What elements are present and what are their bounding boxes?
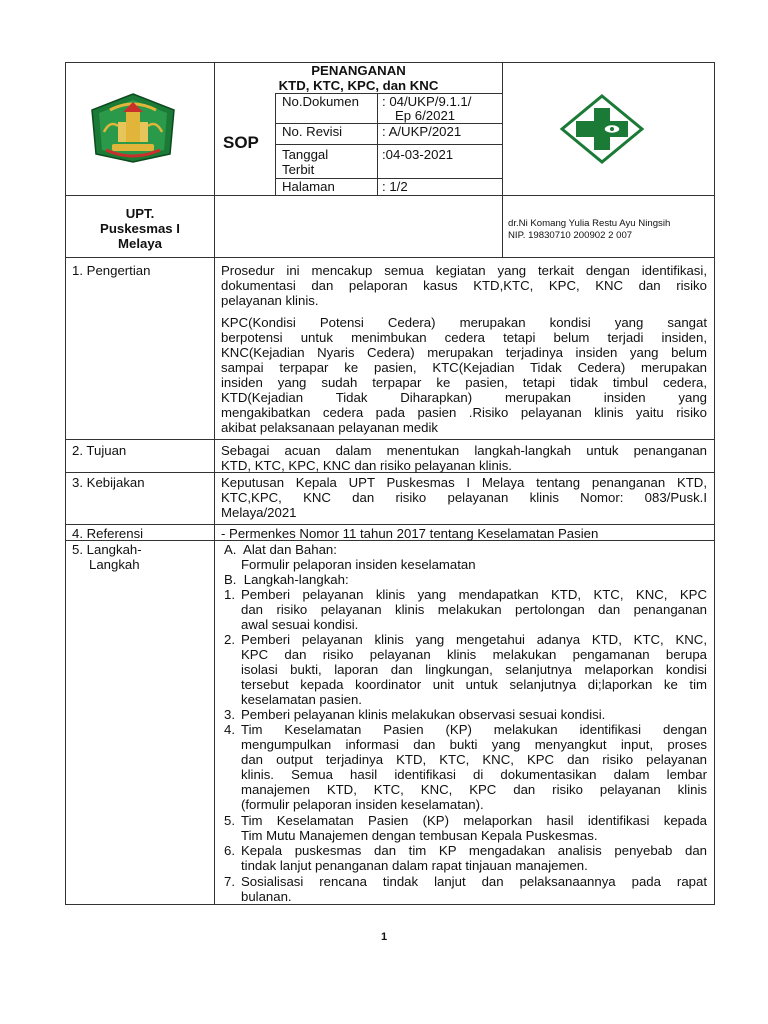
pengertian-p2-line: sampai terpapar ke pasien, KTC(Kejadian Tidak Cedera) merupakan [221, 360, 707, 375]
step-line: Pemberi pelayanan klinis yang mengetahui adanya KTD, KTC, KNC, [241, 632, 707, 647]
pengertian-p2-line: mengakibatkan cedera pada pasien .Risiko pelayanan klinis yaitu risiko [221, 405, 707, 420]
step-number: 6. [224, 843, 235, 858]
alat-bahan-item: Formulir pelaporan insiden keselamatan [241, 557, 476, 572]
step-line: tersebut kepada koordinator unit untuk selanjutnya di;laporkan ke tim [241, 677, 707, 692]
signer-nip: NIP. 19830710 200902 2 007 [508, 230, 633, 241]
document-title-line1: PENANGANAN [311, 63, 406, 78]
field-value-halaman: : 1/2 [382, 179, 408, 194]
tujuan-line: KTD, KTC, KPC, KNC dan risiko pelayanan klinis. [221, 458, 512, 473]
kebijakan-line: Keputusan Kepala UPT Puskesmas I Melaya tentang penanganan KTD, [221, 475, 707, 490]
referensi-line: - Permenkes Nomor 11 tahun 2017 tentang Keselamatan Pasien [221, 526, 599, 541]
pengertian-p2-line: akibat pelaksanaan pelayanan medik [221, 420, 439, 435]
section-label-pengertian: 1. Pengertian [72, 263, 151, 278]
org-name-line3: Melaya [118, 236, 162, 251]
page-number: 1 [380, 931, 388, 943]
field-label-terbit: Terbit [282, 162, 315, 177]
section-label-tujuan: 2. Tujuan [72, 443, 127, 458]
step-line: dan output terjadinya KTD, KTC, KNC, KPC dan risiko pelayanan [241, 752, 707, 767]
pengertian-p2-line: insiden yang sudah terpapar ke pasien, tetapi tidak timbul cedera, [221, 375, 707, 390]
step-line: dan risiko pelayanan klinis melakukan pertolongan dan penanganan [241, 602, 707, 617]
puskesmas-cross-icon [560, 94, 644, 164]
sop-label: SOP [223, 133, 259, 152]
pengertian-p2-line: KTD(Kejadian Tidak Diharapkan) merupakan insiden yang [221, 390, 707, 405]
field-value-tanggal: :04-03-2021 [382, 147, 454, 162]
step-number: 1. [224, 587, 235, 602]
pengertian-p1-line: dokumentasi dan pelaporan kasus KTD,KTC, KPC, KNC dan risiko [221, 278, 707, 293]
step-line: Tim Keselamatan Pasien (KP) melakukan identifikasi dengan [241, 722, 707, 737]
field-label-no-dokumen: No.Dokumen [282, 94, 359, 109]
org-name-line2: Puskesmas I [100, 221, 180, 236]
step-line: tindak lanjut penanganan dalam rapat tinjauan manajemen. [241, 858, 588, 873]
tujuan-line: Sebagai acuan dalam menentukan langkah-langkah untuk penanganan [221, 443, 707, 458]
step-line: awal sesuai kondisi. [241, 617, 359, 632]
document-title-line2: KTD, KTC, KPC, dan KNC [278, 78, 439, 93]
step-number: 5. [224, 813, 235, 828]
step-number: 7. [224, 874, 235, 889]
step-line: klinis. Semua hasil identifikasi di dokumentasikan dalam lembar [241, 767, 707, 782]
field-value-no-dokumen: : 04/UKP/9.1.1/ [382, 94, 472, 109]
section-label-referensi: 4. Referensi [72, 526, 144, 541]
step-line: Kepala puskesmas dan tim KP mengadakan analisis penyebab dan [241, 843, 707, 858]
step-line: KPC dan risiko pelayanan klinis melakukan pengamanan berupa [241, 647, 707, 662]
step-line: bulanan. [241, 889, 292, 904]
step-number: 4. [224, 722, 235, 737]
kebijakan-line: Melaya/2021 [221, 505, 297, 520]
step-number: 2. [224, 632, 235, 647]
step-line: manajemen KTD, KTC, KNC, KPC dan risiko pelayanan klinis [241, 782, 707, 797]
step-line: Pemberi pelayanan klinis yang mendapatkan KTD, KTC, KNC, KPC [241, 587, 707, 602]
step-line: (formulir pelaporan insiden keselamatan). [241, 797, 484, 812]
step-line: Sosialisasi rencana tindak lanjut dan pelaksanaannya pada rapat [241, 874, 707, 889]
kebijakan-line: KTC,KPC, KNC dan risiko pelayanan klinis Nomor: 083/Pusk.I [221, 490, 707, 505]
field-label-no-revisi: No. Revisi [282, 124, 343, 139]
section-label-langkah-cont: Langkah [89, 557, 140, 572]
field-value-no-revisi: : A/UKP/2021 [382, 124, 462, 139]
alat-bahan-heading: A. Alat dan Bahan: [224, 542, 337, 557]
pengertian-p2-line: KPC(Kondisi Potensi Cedera) merupakan kondisi yang sangat [221, 315, 707, 330]
pengertian-p2-line: berpotensi untuk menimbukan cedera tetapi belum terjadi insiden, [221, 330, 707, 345]
step-line: keselamatan pasien. [241, 692, 362, 707]
signer-name: dr.Ni Komang Yulia Restu Ayu Ningsih [508, 218, 671, 229]
section-label-kebijakan: 3. Kebijakan [72, 475, 145, 490]
org-name-line1: UPT. [125, 206, 155, 221]
step-line: Tim Keselamatan Pasien (KP) melaporkan hasil identifikasi kepada [241, 813, 707, 828]
kabupaten-crest-icon [90, 92, 176, 164]
field-value-no-dokumen-cont: Ep 6/2021 [395, 108, 456, 123]
pengertian-p1-line: Prosedur ini mencakup semua kegiatan yang terkait dengan identifikasi, [221, 263, 707, 278]
section-label-langkah: 5. Langkah- [72, 542, 142, 557]
field-label-halaman: Halaman [282, 179, 335, 194]
step-line: mengumpulkan informasi dan bukti yang menyangkut input, proses [241, 737, 707, 752]
field-label-tanggal: Tanggal [282, 147, 329, 162]
pengertian-p1-line: pelayanan klinis. [221, 293, 319, 308]
step-line: isolasi bukti, laporan dan lingkungan, selanjutnya melaporkan kondisi [241, 662, 707, 677]
langkah-heading: B. Langkah-langkah: [224, 572, 349, 587]
pengertian-p2-line: KNC(Kejadian Nyaris Cedera) merupakan terjadinya insiden yang belum [221, 345, 707, 360]
step-number: 3. [224, 707, 235, 722]
step-line: Tim Mutu Manajemen dengan tembusan Kepala Puskesmas. [241, 828, 598, 843]
step-line: Pemberi pelayanan klinis melakukan observasi sesuai kondisi. [241, 707, 606, 722]
